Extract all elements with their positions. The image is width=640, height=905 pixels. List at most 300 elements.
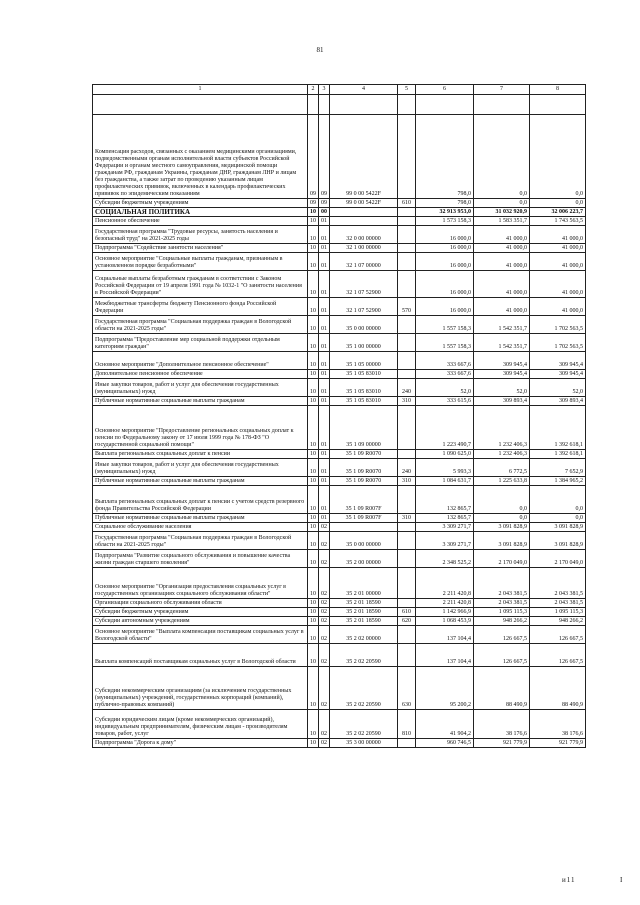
value-2022: 88 490,9: [474, 667, 530, 710]
value-2023: 1 392 618,1: [530, 450, 586, 459]
value-2023: 0,0: [530, 199, 586, 208]
value-2023: 126 667,5: [530, 626, 586, 644]
section-code: 10: [308, 599, 319, 608]
column-header: 5: [398, 85, 416, 95]
section-code: 10: [308, 459, 319, 477]
subsection-code: 01: [319, 334, 330, 352]
value-2023: 0,0: [530, 115, 586, 199]
value-2022: 31 032 920,9: [474, 208, 530, 217]
value-2022: [474, 95, 530, 115]
column-header: 4: [330, 85, 398, 95]
value-2023: 41 000,0: [530, 226, 586, 244]
target-article-code: 35 1 09 R0070: [330, 459, 398, 477]
value-2023: 309 945,4: [530, 370, 586, 379]
table-row: [93, 316, 586, 334]
value-2021: 798,0: [416, 115, 474, 199]
subsection-code: 01: [319, 298, 330, 316]
subsection-code: 02: [319, 568, 330, 599]
value-2021: 16 000,0: [416, 226, 474, 244]
section-code: 10: [308, 334, 319, 352]
table-row: [93, 617, 586, 626]
subsection-code: 02: [319, 608, 330, 617]
table-row: [93, 568, 586, 599]
row-name: Подпрограмма "Дорога к дому": [93, 739, 308, 748]
row-name: Субсидии бюджетным учреждениям: [93, 608, 308, 617]
value-2021: 41 904,2: [416, 710, 474, 739]
value-2021: 137 104,4: [416, 644, 474, 667]
footer-mark: и11: [562, 876, 576, 884]
row-name: Социальное обслуживание населения: [93, 523, 308, 532]
expense-type-code: [398, 644, 416, 667]
table-row: [93, 406, 586, 450]
value-2021: 32 913 953,0: [416, 208, 474, 217]
target-article-code: 35 1 09 00000: [330, 406, 398, 450]
value-2021: 95 200,2: [416, 667, 474, 710]
value-2021: 132 865,7: [416, 514, 474, 523]
value-2022: 921 779,9: [474, 739, 530, 748]
target-article-code: 32 1 00 00000: [330, 244, 398, 253]
subsection-code: 02: [319, 710, 330, 739]
value-2023: 41 000,0: [530, 253, 586, 271]
value-2021: 333 667,6: [416, 370, 474, 379]
expense-type-code: [398, 626, 416, 644]
table-row: [93, 271, 586, 298]
value-2021: 16 000,0: [416, 244, 474, 253]
value-2022: 6 772,5: [474, 459, 530, 477]
subsection-code: 01: [319, 352, 330, 370]
section-code: 10: [308, 226, 319, 244]
expense-type-code: [398, 352, 416, 370]
section-code: 10: [308, 532, 319, 550]
value-2022: 1 542 351,7: [474, 334, 530, 352]
section-code: 10: [308, 298, 319, 316]
column-header: 1: [93, 85, 308, 95]
value-2022: 1 095 115,3: [474, 608, 530, 617]
row-name: Компенсация расходов, связанных с оказанием медицинскими организациями, подведомственными органам исполнительной власти субъектов Российской Федерации и органам местного самоуправления, медицинской помощи гражданам РФ, гражданам Украины, гражданам ДНР, гражданам ЛНР и лицам без гражданства, а также затрат по проведению указанным лицам профилактических прививок, включенных в календарь профилактических прививок по эпидемическим показаниям: [93, 115, 308, 199]
table-row: [93, 95, 586, 115]
section-code: 10: [308, 617, 319, 626]
expense-type-code: [398, 115, 416, 199]
table-row: [93, 334, 586, 352]
value-2023: 3 091 828,9: [530, 523, 586, 532]
expense-type-code: 630: [398, 667, 416, 710]
table-row: [93, 477, 586, 486]
section-code: 10: [308, 208, 319, 217]
value-2023: 0,0: [530, 486, 586, 514]
subsection-code: 09: [319, 199, 330, 208]
row-name: Выплата региональных социальных доплат к пенсии: [93, 450, 308, 459]
row-name: Субсидии бюджетным учреждениям: [93, 199, 308, 208]
value-2023: 1 095 115,3: [530, 608, 586, 617]
expense-type-code: [398, 568, 416, 599]
target-article-code: 35 2 02 20590: [330, 667, 398, 710]
value-2023: 1 392 618,1: [530, 406, 586, 450]
value-2022: 41 000,0: [474, 271, 530, 298]
value-2023: 1 702 563,5: [530, 316, 586, 334]
section-code: 10: [308, 271, 319, 298]
value-2021: 1 068 453,9: [416, 617, 474, 626]
row-name: Основное мероприятие "Выплата компенсации поставщикам социальных услуг в Вологодской области": [93, 626, 308, 644]
target-article-code: 35 2 02 20590: [330, 710, 398, 739]
target-article-code: 32 1 07 52900: [330, 298, 398, 316]
table-row: [93, 199, 586, 208]
row-name: Подпрограмма "Содействие занятости населения": [93, 244, 308, 253]
value-2022: 126 667,5: [474, 626, 530, 644]
value-2022: 948 266,2: [474, 617, 530, 626]
target-article-code: 35 1 09 R007F: [330, 514, 398, 523]
row-name: Межбюджетные трансферты бюджету Пенсионного фонда Российской Федерации: [93, 298, 308, 316]
expense-type-code: [398, 486, 416, 514]
expense-type-code: [398, 95, 416, 115]
subsection-code: 01: [319, 379, 330, 397]
value-2022: 1 232 406,3: [474, 450, 530, 459]
section-code: 10: [308, 710, 319, 739]
expense-type-code: [398, 226, 416, 244]
subsection-code: 02: [319, 644, 330, 667]
footer-tick: I: [620, 876, 623, 884]
target-article-code: 32 0 00 00000: [330, 226, 398, 244]
expense-type-code: [398, 550, 416, 568]
expense-type-code: 610: [398, 199, 416, 208]
column-number-row: [93, 85, 586, 95]
table-row: [93, 217, 586, 226]
table-row: [93, 244, 586, 253]
subsection-code: 01: [319, 271, 330, 298]
value-2022: 1 542 351,7: [474, 316, 530, 334]
expense-type-code: [398, 450, 416, 459]
expense-type-code: [398, 532, 416, 550]
row-name: СОЦИАЛЬНАЯ ПОЛИТИКА: [93, 208, 308, 217]
value-2022: 0,0: [474, 514, 530, 523]
row-name: Субсидии юридическим лицам (кроме некоммерческих организаций), индивидуальным предпринимателям, физическим лицам - производителям товаров, работ, услуг: [93, 710, 308, 739]
value-2021: 3 309 271,7: [416, 523, 474, 532]
expense-type-code: [398, 208, 416, 217]
row-name: Иные закупки товаров, работ и услуг для обеспечения государственных (муниципальных) нужд: [93, 379, 308, 397]
table-row: [93, 550, 586, 568]
value-2022: 3 091 828,9: [474, 532, 530, 550]
value-2021: 3 309 271,7: [416, 532, 474, 550]
value-2021: 1 090 625,0: [416, 450, 474, 459]
expense-type-code: 240: [398, 459, 416, 477]
expense-type-code: 570: [398, 298, 416, 316]
target-article-code: 35 2 01 18590: [330, 608, 398, 617]
value-2023: 1 702 563,5: [530, 334, 586, 352]
value-2022: 0,0: [474, 199, 530, 208]
subsection-code: 02: [319, 667, 330, 710]
column-header: 6: [416, 85, 474, 95]
value-2023: 126 667,5: [530, 644, 586, 667]
table-row: [93, 370, 586, 379]
target-article-code: 35 1 09 R0070: [330, 477, 398, 486]
expense-type-code: 610: [398, 608, 416, 617]
section-code: 10: [308, 352, 319, 370]
value-2023: [530, 95, 586, 115]
target-article-code: 35 2 01 00000: [330, 568, 398, 599]
section-code: 10: [308, 379, 319, 397]
target-article-code: 35 2 02 20590: [330, 644, 398, 667]
value-2022: 0,0: [474, 486, 530, 514]
row-name: Публичные нормативные социальные выплаты гражданам: [93, 477, 308, 486]
subsection-code: 00: [319, 208, 330, 217]
target-article-code: 35 2 00 00000: [330, 550, 398, 568]
row-name: Государственная программа "Социальная поддержка граждан в Вологодской области на 2021-2025 годы": [93, 532, 308, 550]
expense-type-code: [398, 370, 416, 379]
subsection-code: 02: [319, 599, 330, 608]
subsection-code: 01: [319, 253, 330, 271]
subsection-code: 02: [319, 523, 330, 532]
subsection-code: 01: [319, 486, 330, 514]
row-name: Основное мероприятие "Предоставление региональных социальных доплат к пенсии по Федеральному закону от 17 июля 1999 года № 178-ФЗ "О государственной социальной помощи": [93, 406, 308, 450]
value-2023: 309 893,4: [530, 397, 586, 406]
target-article-code: [330, 95, 398, 115]
target-article-code: [330, 217, 398, 226]
value-2022: 1 583 351,7: [474, 217, 530, 226]
expense-type-code: [398, 406, 416, 450]
value-2022: 3 091 828,9: [474, 523, 530, 532]
table-row: [93, 379, 586, 397]
value-2021: 333 615,6: [416, 397, 474, 406]
target-article-code: 99 0 00 5422F: [330, 199, 398, 208]
subsection-code: 01: [319, 244, 330, 253]
target-article-code: 35 2 01 18590: [330, 617, 398, 626]
row-name: Организации социального обслуживания области: [93, 599, 308, 608]
row-name: Выплата региональных социальных доплат к пенсии с учетом средств резервного фонда Правительства Российской Федерации: [93, 486, 308, 514]
table-row: [93, 644, 586, 667]
value-2023: 309 945,4: [530, 352, 586, 370]
value-2022: 41 000,0: [474, 226, 530, 244]
value-2022: 41 000,0: [474, 298, 530, 316]
value-2021: 52,0: [416, 379, 474, 397]
target-article-code: 35 0 00 00000: [330, 532, 398, 550]
column-header: 3: [319, 85, 330, 95]
subsection-code: 02: [319, 617, 330, 626]
value-2023: 52,0: [530, 379, 586, 397]
table-row: [93, 115, 586, 199]
table-row: [93, 253, 586, 271]
subsection-code: [319, 95, 330, 115]
expense-type-code: [398, 253, 416, 271]
subsection-code: 01: [319, 226, 330, 244]
value-2022: 126 667,5: [474, 644, 530, 667]
value-2021: 2 211 420,8: [416, 568, 474, 599]
table-row: [93, 739, 586, 748]
section-code: 10: [308, 523, 319, 532]
section-code: 10: [308, 568, 319, 599]
expense-type-code: 310: [398, 397, 416, 406]
value-2023: 41 000,0: [530, 244, 586, 253]
target-article-code: 35 1 05 83010: [330, 379, 398, 397]
expense-type-code: [398, 316, 416, 334]
table-row: [93, 459, 586, 477]
section-code: 09: [308, 115, 319, 199]
target-article-code: 32 1 07 52900: [330, 271, 398, 298]
expense-type-code: [398, 271, 416, 298]
expense-type-code: 240: [398, 379, 416, 397]
table-row: [93, 226, 586, 244]
value-2021: 1 084 631,7: [416, 477, 474, 486]
value-2023: 2 170 049,0: [530, 550, 586, 568]
row-name: Дополнительное пенсионное обеспечение: [93, 370, 308, 379]
value-2021: 137 104,4: [416, 626, 474, 644]
value-2021: 333 667,6: [416, 352, 474, 370]
value-2023: 2 043 381,5: [530, 568, 586, 599]
target-article-code: 35 1 09 R007F: [330, 486, 398, 514]
expense-type-code: 810: [398, 710, 416, 739]
column-header: 8: [530, 85, 586, 95]
section-code: 10: [308, 739, 319, 748]
section-code: [308, 95, 319, 115]
value-2023: 1 743 563,5: [530, 217, 586, 226]
value-2023: 921 779,9: [530, 739, 586, 748]
value-2022: 1 225 633,8: [474, 477, 530, 486]
section-code: 10: [308, 217, 319, 226]
section-code: 10: [308, 450, 319, 459]
row-name: Подпрограмма "Развитие социального обслуживания и повышение качества жизни граждан старшего поколения": [93, 550, 308, 568]
target-article-code: [330, 208, 398, 217]
section-code: 10: [308, 244, 319, 253]
subsection-code: 01: [319, 217, 330, 226]
value-2022: 309 945,4: [474, 352, 530, 370]
subsection-code: 02: [319, 626, 330, 644]
value-2022: 41 000,0: [474, 253, 530, 271]
table-row: [93, 450, 586, 459]
target-article-code: 32 1 07 00000: [330, 253, 398, 271]
section-code: 10: [308, 608, 319, 617]
expense-type-code: [398, 599, 416, 608]
target-article-code: 35 1 05 00000: [330, 352, 398, 370]
value-2023: 2 043 381,5: [530, 599, 586, 608]
table-row: [93, 599, 586, 608]
subsection-code: 01: [319, 514, 330, 523]
value-2021: 960 746,5: [416, 739, 474, 748]
row-name: Основное мероприятие "Дополнительное пенсионное обеспечение": [93, 352, 308, 370]
subsection-code: 01: [319, 316, 330, 334]
value-2021: 16 000,0: [416, 253, 474, 271]
row-name: Субсидии некоммерческим организациям (за исключением государственных (муниципальных) учреждений, государственных корпораций (компаний), публично-правовых компаний): [93, 667, 308, 710]
target-article-code: 35 1 05 83010: [330, 397, 398, 406]
value-2023: 7 652,9: [530, 459, 586, 477]
subsection-code: 09: [319, 115, 330, 199]
value-2022: 41 000,0: [474, 244, 530, 253]
section-code: 10: [308, 406, 319, 450]
table-row: [93, 298, 586, 316]
target-article-code: 35 0 00 00000: [330, 316, 398, 334]
value-2021: 1 557 158,3: [416, 334, 474, 352]
value-2021: [416, 95, 474, 115]
value-2023: 41 000,0: [530, 271, 586, 298]
row-name: Подпрограмма "Предоставление мер социальной поддержки отдельным категориям граждан": [93, 334, 308, 352]
row-name: [93, 95, 308, 115]
table-row: [93, 532, 586, 550]
table-row: [93, 486, 586, 514]
value-2022: 2 043 381,5: [474, 599, 530, 608]
value-2022: 0,0: [474, 115, 530, 199]
section-code: 10: [308, 626, 319, 644]
value-2023: 41 000,0: [530, 298, 586, 316]
page-number: 81: [316, 46, 324, 54]
expense-type-code: 310: [398, 477, 416, 486]
expense-type-code: [398, 523, 416, 532]
target-article-code: 35 1 05 83010: [330, 370, 398, 379]
value-2023: 38 176,6: [530, 710, 586, 739]
row-name: Социальные выплаты безработным гражданам в соответствии с Законом Российской Федерации от 19 апреля 1991 года № 1032-1 "О занятости населения в Российской Федерации": [93, 271, 308, 298]
value-2023: 3 091 828,9: [530, 532, 586, 550]
table-row: [93, 352, 586, 370]
column-header: 2: [308, 85, 319, 95]
section-code: 09: [308, 199, 319, 208]
row-name: Субсидии автономным учреждениям: [93, 617, 308, 626]
value-2021: 5 993,3: [416, 459, 474, 477]
section-code: 10: [308, 370, 319, 379]
table-row: [93, 667, 586, 710]
value-2023: 0,0: [530, 514, 586, 523]
table-row: [93, 208, 586, 217]
section-code: 10: [308, 514, 319, 523]
target-article-code: 35 1 00 00000: [330, 334, 398, 352]
value-2021: 2 348 525,2: [416, 550, 474, 568]
section-code: 10: [308, 316, 319, 334]
section-code: 10: [308, 397, 319, 406]
table-row: [93, 626, 586, 644]
value-2022: 52,0: [474, 379, 530, 397]
row-name: Государственная программа "Социальная поддержка граждан в Вологодской области на 2021-2025 годы": [93, 316, 308, 334]
row-name: Основное мероприятие "Организация предоставления социальных услуг в государственных организациях социального обслуживания области": [93, 568, 308, 599]
value-2021: 1 573 158,3: [416, 217, 474, 226]
expense-type-code: [398, 217, 416, 226]
row-name: Основное мероприятие "Социальные выплаты гражданам, признанным в установленном порядке безработными": [93, 253, 308, 271]
table-row: [93, 514, 586, 523]
expense-type-code: 310: [398, 514, 416, 523]
value-2022: 2 043 381,5: [474, 568, 530, 599]
expense-type-code: 620: [398, 617, 416, 626]
row-name: Пенсионное обеспечение: [93, 217, 308, 226]
value-2022: 309 893,4: [474, 397, 530, 406]
column-header: 7: [474, 85, 530, 95]
target-article-code: [330, 523, 398, 532]
target-article-code: 35 1 09 R0070: [330, 450, 398, 459]
value-2021: 2 211 420,8: [416, 599, 474, 608]
value-2023: 32 006 223,7: [530, 208, 586, 217]
target-article-code: 99 0 00 5422F: [330, 115, 398, 199]
target-article-code: 35 2 02 00000: [330, 626, 398, 644]
row-name: Выплата компенсаций поставщикам социальных услуг в Вологодской области: [93, 644, 308, 667]
row-name: Иные закупки товаров, работ и услуг для обеспечения государственных (муниципальных) нужд: [93, 459, 308, 477]
section-code: 10: [308, 486, 319, 514]
value-2022: 38 176,6: [474, 710, 530, 739]
section-code: 10: [308, 477, 319, 486]
row-name: Государственная программа "Трудовые ресурсы, занятость населения и безопасный труд" на 2021-2025 годы: [93, 226, 308, 244]
subsection-code: 01: [319, 459, 330, 477]
expense-type-code: [398, 244, 416, 253]
subsection-code: 02: [319, 739, 330, 748]
subsection-code: 02: [319, 532, 330, 550]
value-2021: 798,0: [416, 199, 474, 208]
value-2021: 132 865,7: [416, 486, 474, 514]
section-code: 10: [308, 667, 319, 710]
section-code: 10: [308, 644, 319, 667]
subsection-code: 02: [319, 550, 330, 568]
target-article-code: 35 2 01 18590: [330, 599, 398, 608]
value-2022: 2 170 049,0: [474, 550, 530, 568]
value-2022: 309 945,4: [474, 370, 530, 379]
subsection-code: 01: [319, 370, 330, 379]
expense-type-code: [398, 334, 416, 352]
table-body: [93, 95, 586, 748]
value-2021: 16 000,0: [416, 298, 474, 316]
target-article-code: 35 3 00 00000: [330, 739, 398, 748]
value-2021: 1 223 490,7: [416, 406, 474, 450]
value-2021: 16 000,0: [416, 271, 474, 298]
